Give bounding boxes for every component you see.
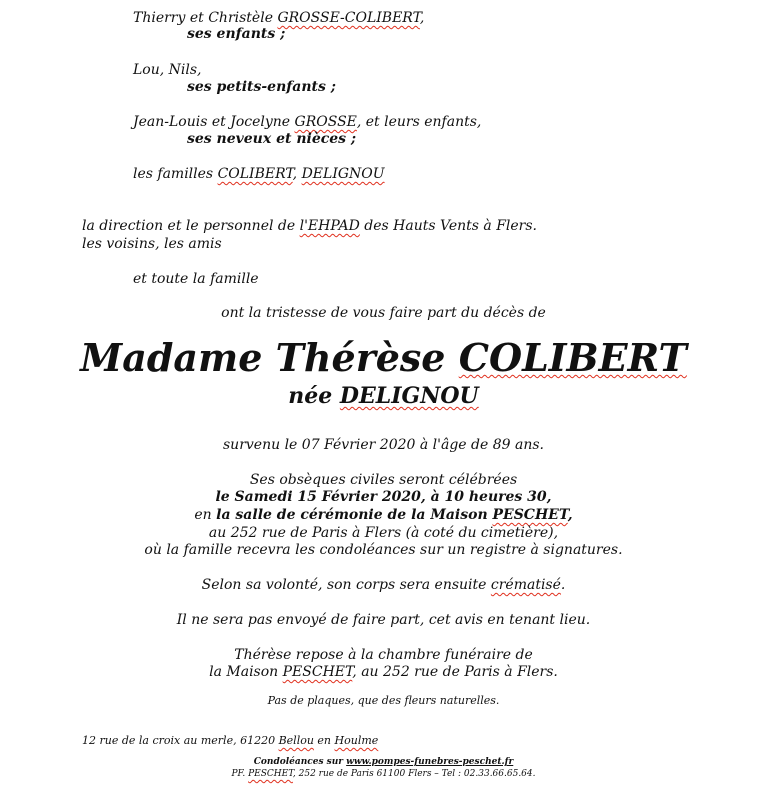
other-families: les familles COLIBERT, DELIGNOU xyxy=(133,166,385,182)
rest-line-1: Thérèse repose à la chambre funéraire de xyxy=(234,647,533,663)
condolences-link[interactable]: www.pompes-funebres-peschet.fr xyxy=(346,757,514,767)
all-family: et toute la famille xyxy=(133,271,259,287)
wish-line: Selon sa volonté, son corps sera ensuite crématisé. xyxy=(201,577,566,593)
home-address: 12 rue de la croix au merle, 61220 Bellou en Houlme xyxy=(82,734,379,747)
grandchildren-role: ses petits-enfants ; xyxy=(187,79,336,95)
maiden-name: née DELIGNOU xyxy=(288,383,479,409)
ceremony-place: en la salle de cérémonie de la Maison PESCHET, xyxy=(194,507,573,523)
ceremony-date: le Samedi 15 Février 2020, à 10 heures 30, xyxy=(215,489,552,505)
nephews-names: Jean-Louis et Jocelyne GROSSE, et leurs enfants, xyxy=(133,114,482,130)
no-notice-line: Il ne sera pas envoyé de faire part, cet avis en tenant lieu. xyxy=(176,612,591,628)
ceremony-condolences: où la famille recevra les condoléances sur un registre à signatures. xyxy=(144,542,623,558)
neighbours-friends: les voisins, les amis xyxy=(82,236,222,252)
death-info: survenu le 07 Février 2020 à l'âge de 89 ans. xyxy=(223,437,544,453)
ehpad-staff: la direction et le personnel de l'EHPAD des Hauts Vents à Flers. xyxy=(82,218,537,234)
children-role: ses enfants ; xyxy=(187,26,286,42)
children-names: Thierry et Christèle GROSSE-COLIBERT, xyxy=(133,10,425,26)
announcement: ont la tristesse de vous faire part du décès de xyxy=(221,305,546,321)
no-plaques-line: Pas de plaques, que des fleurs naturelles. xyxy=(267,694,500,707)
ceremony-line-1: Ses obsèques civiles seront célébrées xyxy=(249,472,518,488)
footer-condolences: Condoléances sur www.pompes-funebres-peschet.fr xyxy=(253,757,514,767)
nephews-role: ses neveux et nièces ; xyxy=(187,131,357,147)
grandchildren-names: Lou, Nils, xyxy=(133,62,202,78)
ceremony-address: au 252 rue de Paris à Flers (à coté du cimetière), xyxy=(208,525,559,541)
deceased-name: Madame Thérèse COLIBERT xyxy=(80,335,687,380)
rest-line-2: la Maison PESCHET, au 252 rue de Paris à Flers. xyxy=(209,664,558,680)
footer-funeral-home: PF. PESCHET, 252 rue de Paris 61100 Flers – Tel : 02.33.66.65.64. xyxy=(231,769,536,779)
